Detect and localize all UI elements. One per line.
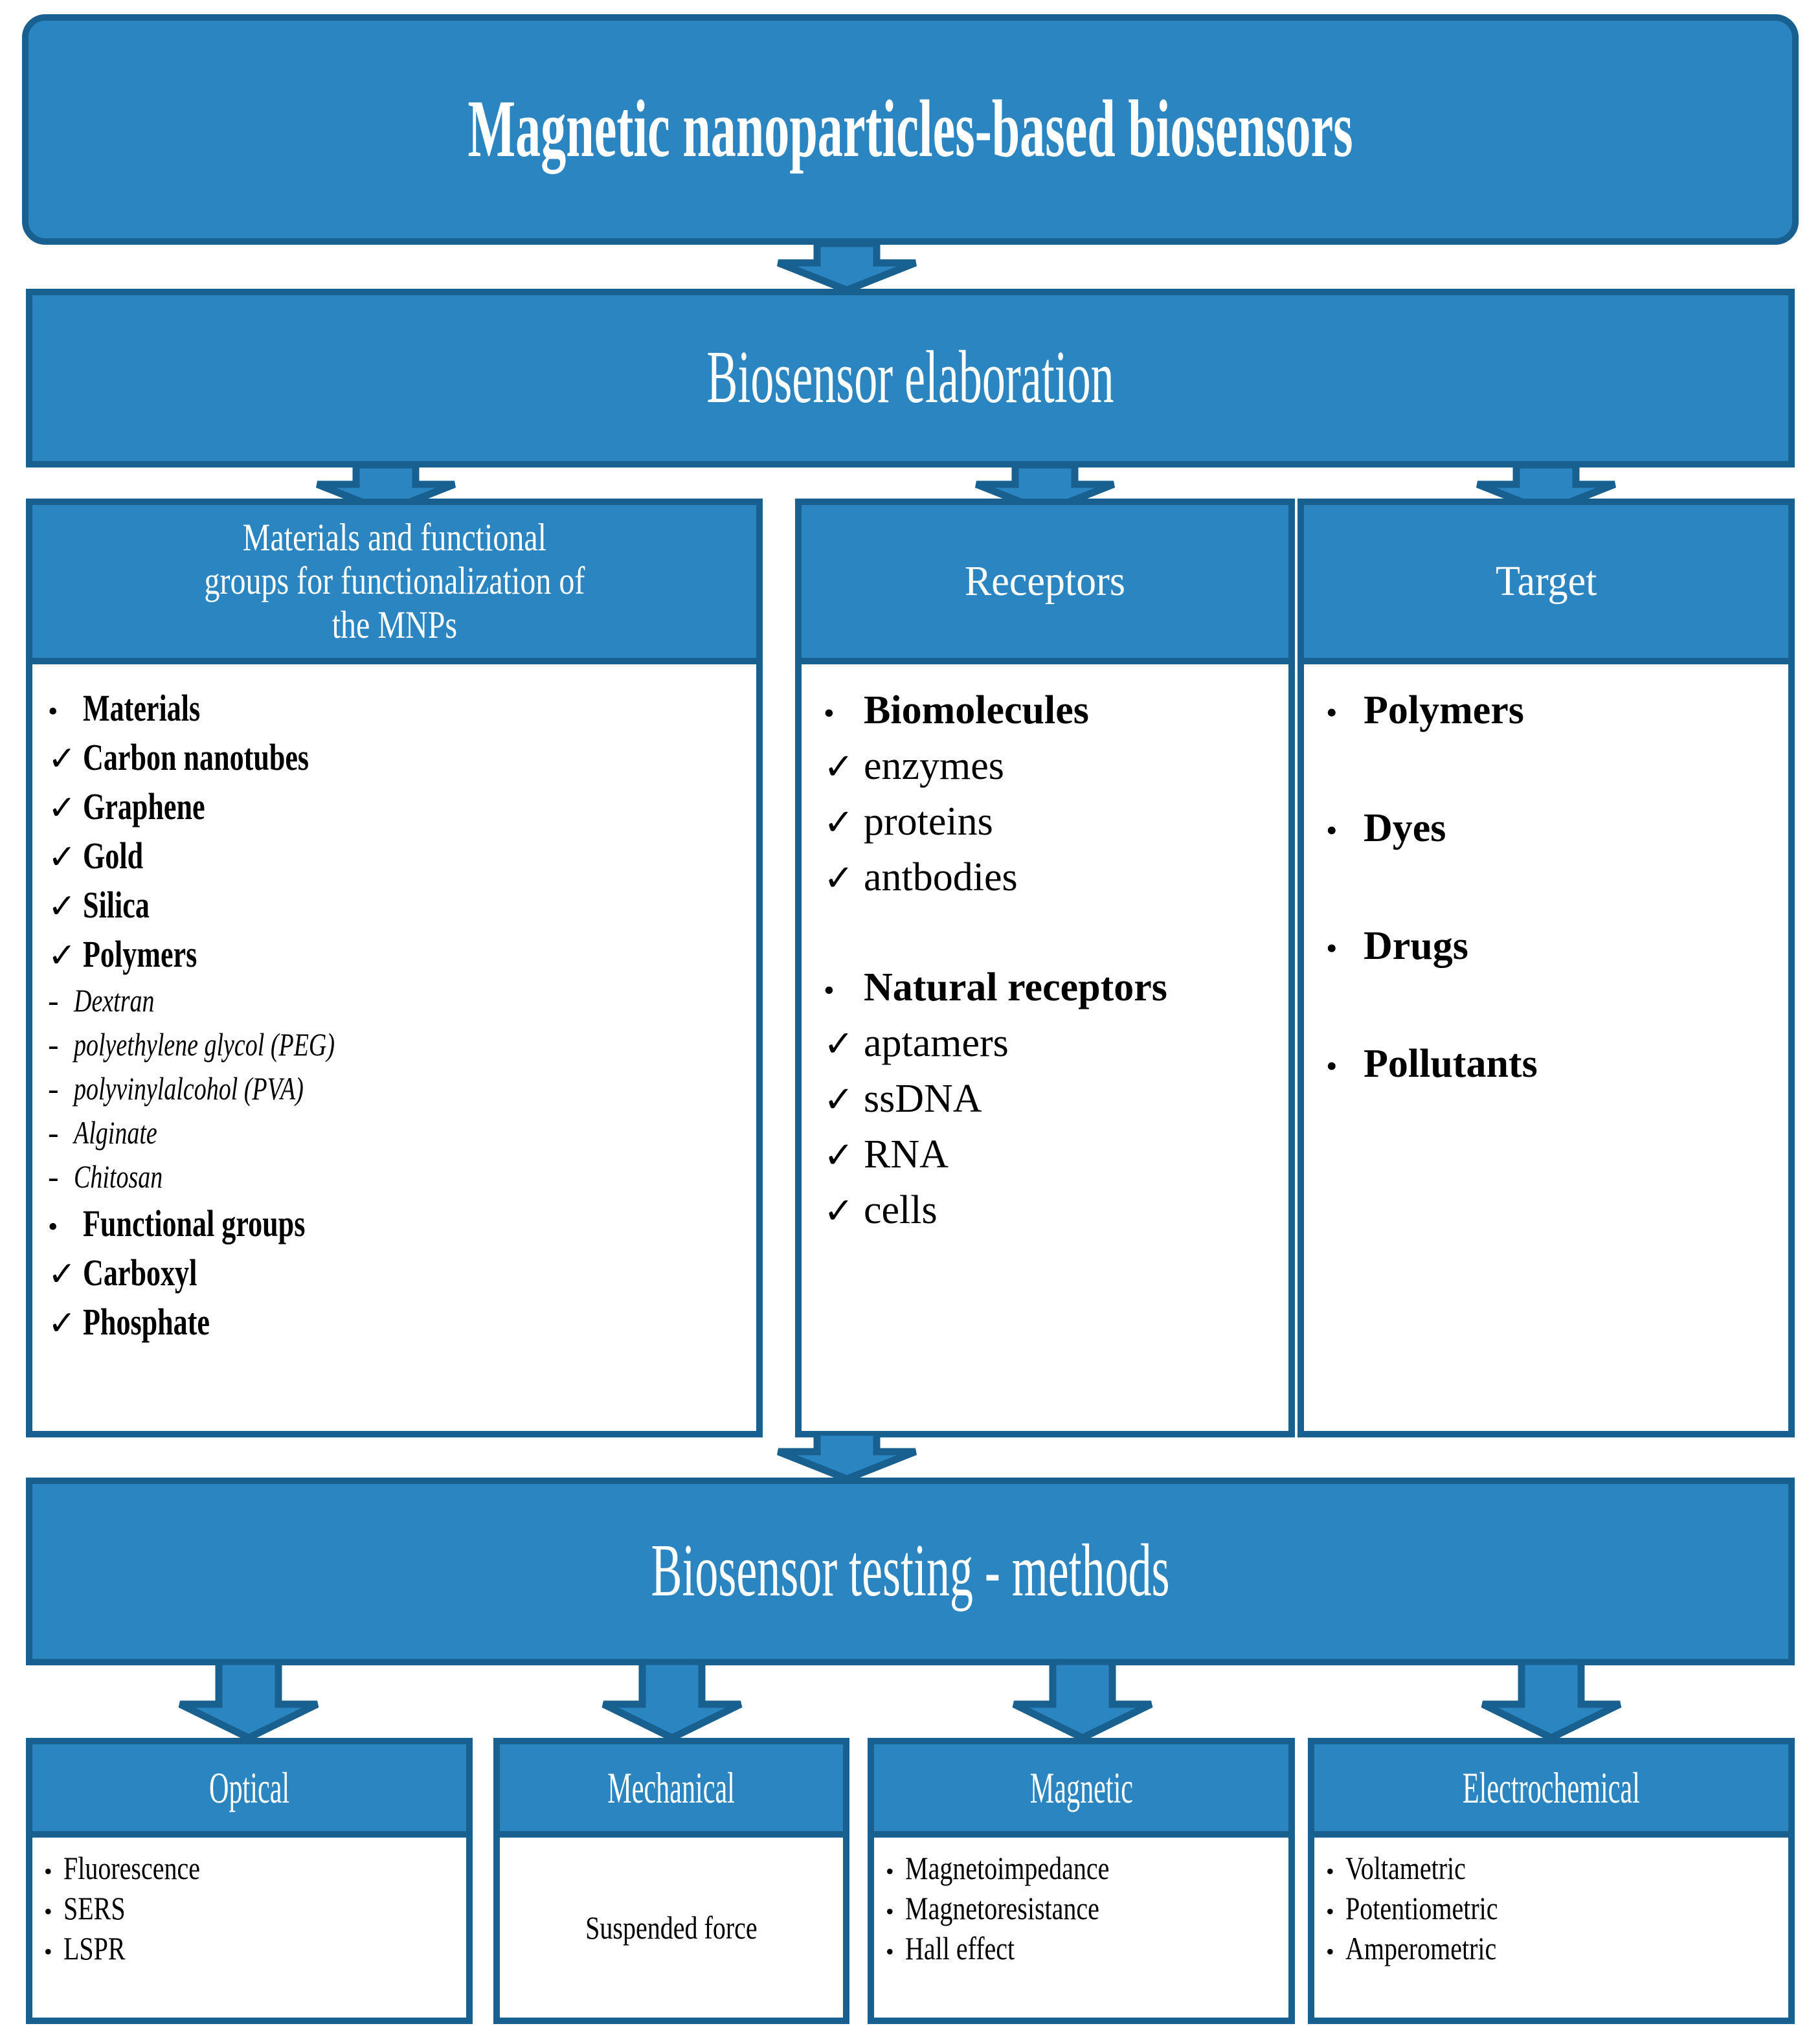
check-icon: ✓ xyxy=(824,1136,854,1176)
column-receptors-header xyxy=(802,505,1288,664)
arrow-testing-to-magnetic xyxy=(1007,1661,1158,1740)
arrow-testing-to-optical xyxy=(174,1661,324,1740)
bullet-icon: • xyxy=(1326,1048,1338,1084)
method-electrochemical-label: Electrochemical xyxy=(1463,1762,1640,1812)
list-item: ✓ Phosphate xyxy=(48,1301,210,1343)
biosensor-elaboration-box xyxy=(26,289,1795,467)
list-item: • Drugs xyxy=(1326,924,1468,968)
check-icon: ✓ xyxy=(48,790,76,827)
check-icon: ✓ xyxy=(48,938,76,974)
list-item: - Dextran xyxy=(48,982,155,1018)
bullet-icon: • xyxy=(1326,1939,1334,1964)
bullet-icon: • xyxy=(44,1939,52,1964)
dash-icon: - xyxy=(48,1158,59,1195)
list-item: ✓ ssDNA xyxy=(824,1077,982,1121)
check-icon: ✓ xyxy=(48,1305,76,1342)
arrow-columns-to-testing xyxy=(772,1432,922,1481)
list-item: • Dyes xyxy=(1326,806,1446,850)
bullet-icon: • xyxy=(886,1858,894,1884)
list-item: ✓ Polymers xyxy=(48,933,197,975)
column-materials-header xyxy=(32,505,756,664)
method-mechanical-body xyxy=(500,1838,843,2018)
bullet-icon: • xyxy=(48,695,58,727)
materials-list xyxy=(48,686,756,1349)
column-target-header xyxy=(1304,505,1788,664)
method-optical-label: Optical xyxy=(208,1762,290,1812)
method-mechanical-label: Mechanical xyxy=(607,1762,736,1812)
biosensor-testing-box xyxy=(26,1478,1795,1665)
list-item: • Amperometric xyxy=(1326,1930,1497,1966)
list-item: • Magnetoimpedance xyxy=(886,1850,1110,1886)
check-icon: ✓ xyxy=(824,1024,854,1064)
diagram-title-box xyxy=(22,14,1799,245)
check-icon: ✓ xyxy=(824,859,854,899)
list-item: • Voltametric xyxy=(1326,1850,1466,1886)
bullet-icon: • xyxy=(1326,1898,1334,1924)
list-item: - polyethylene glycol (PEG) xyxy=(48,1026,335,1063)
column-target xyxy=(1298,499,1795,1437)
bullet-icon: • xyxy=(886,1898,894,1924)
column-receptors xyxy=(795,499,1295,1437)
list-item: • Pollutants xyxy=(1326,1042,1538,1086)
method-magnetic-header xyxy=(874,1744,1288,1838)
dash-icon: - xyxy=(48,1070,59,1107)
method-box-electrochemical xyxy=(1308,1738,1795,2024)
bullet-icon: • xyxy=(1326,930,1338,966)
column-materials-header-line-2: groups for functionalization of xyxy=(204,559,585,603)
list-item: ✓ Carbon nanotubes xyxy=(48,736,309,778)
list-item: ✓ Carboxyl xyxy=(48,1252,197,1294)
column-receptors-header-label: Receptors xyxy=(964,557,1126,605)
method-mechanical-header xyxy=(500,1744,843,1838)
list-item: • Hall effect xyxy=(886,1930,1015,1966)
list-item: ✓ Silica xyxy=(48,884,150,926)
method-electrochemical-header xyxy=(1314,1744,1788,1838)
receptors-list xyxy=(824,688,1288,1243)
list-item: • Materials xyxy=(48,687,201,729)
bullet-icon: • xyxy=(44,1898,52,1924)
bullet-icon: • xyxy=(1326,694,1338,730)
optical-list xyxy=(44,1849,466,1970)
bullet-icon: • xyxy=(824,973,835,1007)
list-item: ✓ cells xyxy=(824,1188,938,1232)
list-item: • Potentiometric xyxy=(1326,1890,1498,1926)
list-item: • LSPR xyxy=(44,1930,126,1966)
column-materials-body xyxy=(32,664,756,1431)
list-item: • Functional groups xyxy=(48,1202,306,1244)
list-item: - Chitosan xyxy=(48,1158,163,1195)
check-icon: ✓ xyxy=(824,803,854,843)
list-item: - polyvinylalcohol (PVA) xyxy=(48,1070,304,1107)
check-icon: ✓ xyxy=(48,1256,76,1293)
method-box-magnetic xyxy=(868,1738,1295,2024)
method-electrochemical-body xyxy=(1314,1838,1788,2018)
list-item: - Alginate xyxy=(48,1114,157,1151)
list-item: ✓ RNA xyxy=(824,1132,949,1176)
dash-icon: - xyxy=(48,982,59,1018)
column-receptors-body xyxy=(802,664,1288,1431)
list-item: ✓ enzymes xyxy=(824,744,1004,788)
bullet-icon: • xyxy=(44,1858,52,1884)
list-item: ✓ antbodies xyxy=(824,855,1018,899)
arrow-testing-to-mechanical xyxy=(597,1661,747,1740)
bullet-icon: • xyxy=(824,696,835,730)
biosensor-testing-title: Biosensor testing - methods xyxy=(651,1529,1170,1613)
method-box-mechanical xyxy=(493,1738,849,2024)
arrow-banner-to-elaboration xyxy=(772,243,922,293)
check-icon: ✓ xyxy=(824,1191,854,1232)
list-item: • Fluorescence xyxy=(44,1850,201,1886)
diagram-title: Magnetic nanoparticles-based biosensors xyxy=(467,84,1353,174)
arrow-testing-to-electrochemical xyxy=(1476,1661,1626,1740)
list-item: • SERS xyxy=(44,1890,126,1926)
magnetic-list xyxy=(886,1849,1288,1970)
target-list xyxy=(1326,688,1788,1159)
bullet-icon: • xyxy=(48,1211,58,1243)
list-spacer xyxy=(824,910,1288,965)
bullet-icon: • xyxy=(886,1939,894,1964)
check-icon: ✓ xyxy=(824,747,854,787)
method-magnetic-body xyxy=(874,1838,1288,2018)
column-materials-header-line-1: Materials and functional xyxy=(242,516,546,559)
mechanical-value: Suspended force xyxy=(585,1909,758,1946)
check-icon: ✓ xyxy=(48,888,76,925)
method-magnetic-label: Magnetic xyxy=(1029,1762,1133,1812)
bullet-icon: • xyxy=(1326,1858,1334,1884)
check-icon: ✓ xyxy=(48,839,76,876)
method-box-optical xyxy=(26,1738,473,2024)
column-materials xyxy=(26,499,763,1437)
check-icon: ✓ xyxy=(48,741,76,778)
method-optical-header xyxy=(32,1744,466,1838)
list-item: • Polymers xyxy=(1326,688,1524,732)
column-target-body xyxy=(1304,664,1788,1431)
list-item: • Natural receptors xyxy=(824,965,1167,1009)
bullet-icon: • xyxy=(1326,812,1338,848)
list-item: ✓ Graphene xyxy=(48,785,205,827)
biosensor-elaboration-title: Biosensor elaboration xyxy=(706,336,1114,420)
check-icon: ✓ xyxy=(824,1080,854,1120)
list-item: • Magnetoresistance xyxy=(886,1890,1099,1926)
column-target-header-label: Target xyxy=(1495,557,1597,605)
column-materials-header-line-3: the MNPs xyxy=(331,603,457,646)
list-item: • Biomolecules xyxy=(824,688,1089,732)
dash-icon: - xyxy=(48,1026,59,1063)
list-item: ✓ Gold xyxy=(48,835,144,877)
dash-icon: - xyxy=(48,1114,59,1151)
method-optical-body xyxy=(32,1838,466,2018)
electrochemical-list xyxy=(1326,1849,1788,1970)
list-item: ✓ aptamers xyxy=(824,1021,1009,1065)
list-item: ✓ proteins xyxy=(824,800,993,844)
